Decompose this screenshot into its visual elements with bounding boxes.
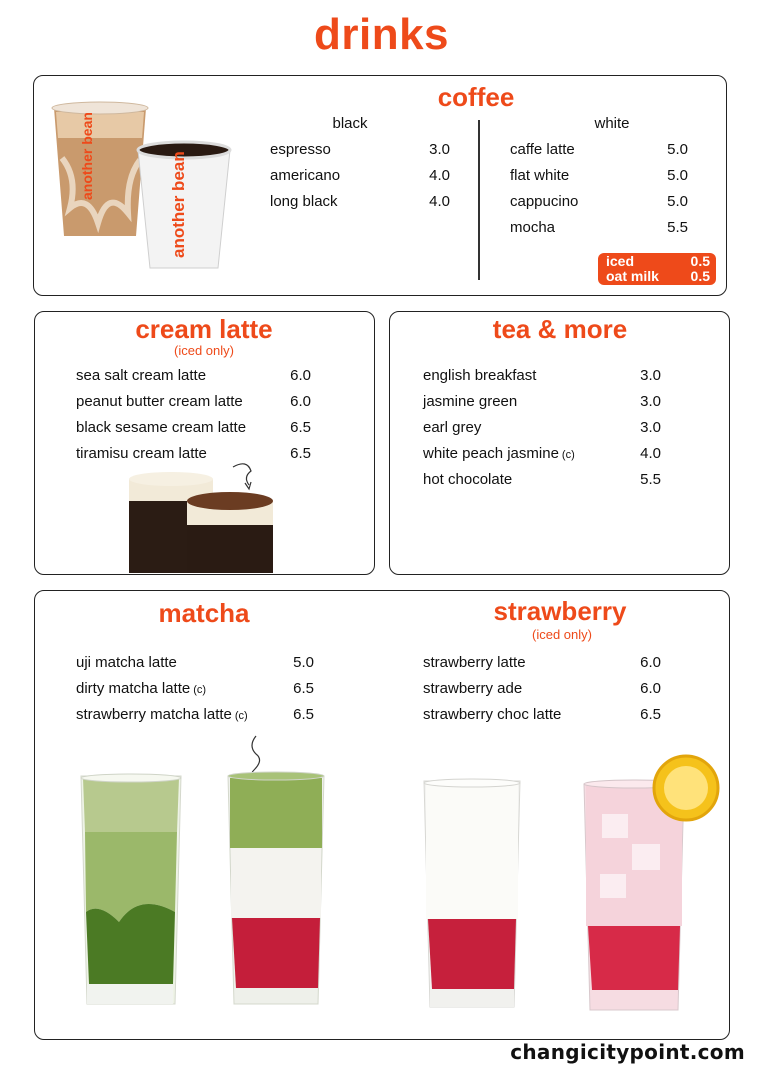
menu-item: earl grey 3.0 [423,419,661,436]
cream-latte-title: cream latte [135,314,273,344]
menu-item: white peach jasmine (c) 4.0 [423,445,661,462]
menu-item: strawberry matcha latte (c) 6.5 [76,706,314,723]
menu-item: long black 4.0 [270,193,450,210]
menu-item: caffe latte 5.0 [510,141,688,158]
addons-badge [598,253,716,285]
menu-title: drinks [313,10,450,59]
website-footer: changicitypoint.com [510,1040,745,1064]
strawberry-subtitle: (iced only) [532,627,592,642]
menu-item: jasmine green 3.0 [423,393,661,410]
menu-item: dirty matcha latte (c) 6.5 [76,680,314,697]
menu-item: tiramisu cream latte 6.5 [76,445,311,462]
uji-matcha-glass-image [79,772,183,1012]
coffee-divider [478,120,480,280]
menu-item: black sesame cream latte 6.5 [76,419,311,436]
strawberry-ade-glass-image [582,744,722,1014]
cup-brand-1: another bean [79,112,95,200]
menu-item: hot chocolate 5.5 [423,471,661,488]
menu-item: mocha 5.5 [510,219,688,236]
strawberry-matcha-glass-image [226,736,326,1001]
menu-item: strawberry ade 6.0 [423,680,661,697]
menu-item: peanut butter cream latte 6.0 [76,393,311,410]
matcha-title: matcha [158,598,250,628]
menu-item: sea salt cream latte 6.0 [76,367,311,384]
menu-item: americano 4.0 [270,167,450,184]
addon-price: 0.5 [690,268,710,284]
menu-item: espresso 3.0 [270,141,450,158]
cream-latte-subtitle: (iced only) [174,343,234,358]
cup-brand-2: another bean [169,151,188,258]
strawberry-title: strawberry [493,596,627,626]
addon-label: iced [606,253,635,269]
strawberry-latte-glass-image [422,777,522,1012]
addon-price: 0.5 [690,253,710,269]
menu-item: strawberry choc latte 6.5 [423,706,661,723]
tea-title: tea & more [492,314,628,344]
addon-label: oat milk [606,268,659,284]
black-column-header: black [332,115,368,132]
menu-item: cappucino 5.0 [510,193,688,210]
menu-item: english breakfast 3.0 [423,367,661,384]
coffee-title: coffee [437,82,515,112]
menu-item: strawberry latte 6.0 [423,654,661,671]
menu-item: flat white 5.0 [510,167,688,184]
white-column-header: white [594,115,630,132]
coffee-cups-image [48,98,248,273]
cream-latte-image [125,461,285,573]
menu-item: uji matcha latte 5.0 [76,654,314,671]
